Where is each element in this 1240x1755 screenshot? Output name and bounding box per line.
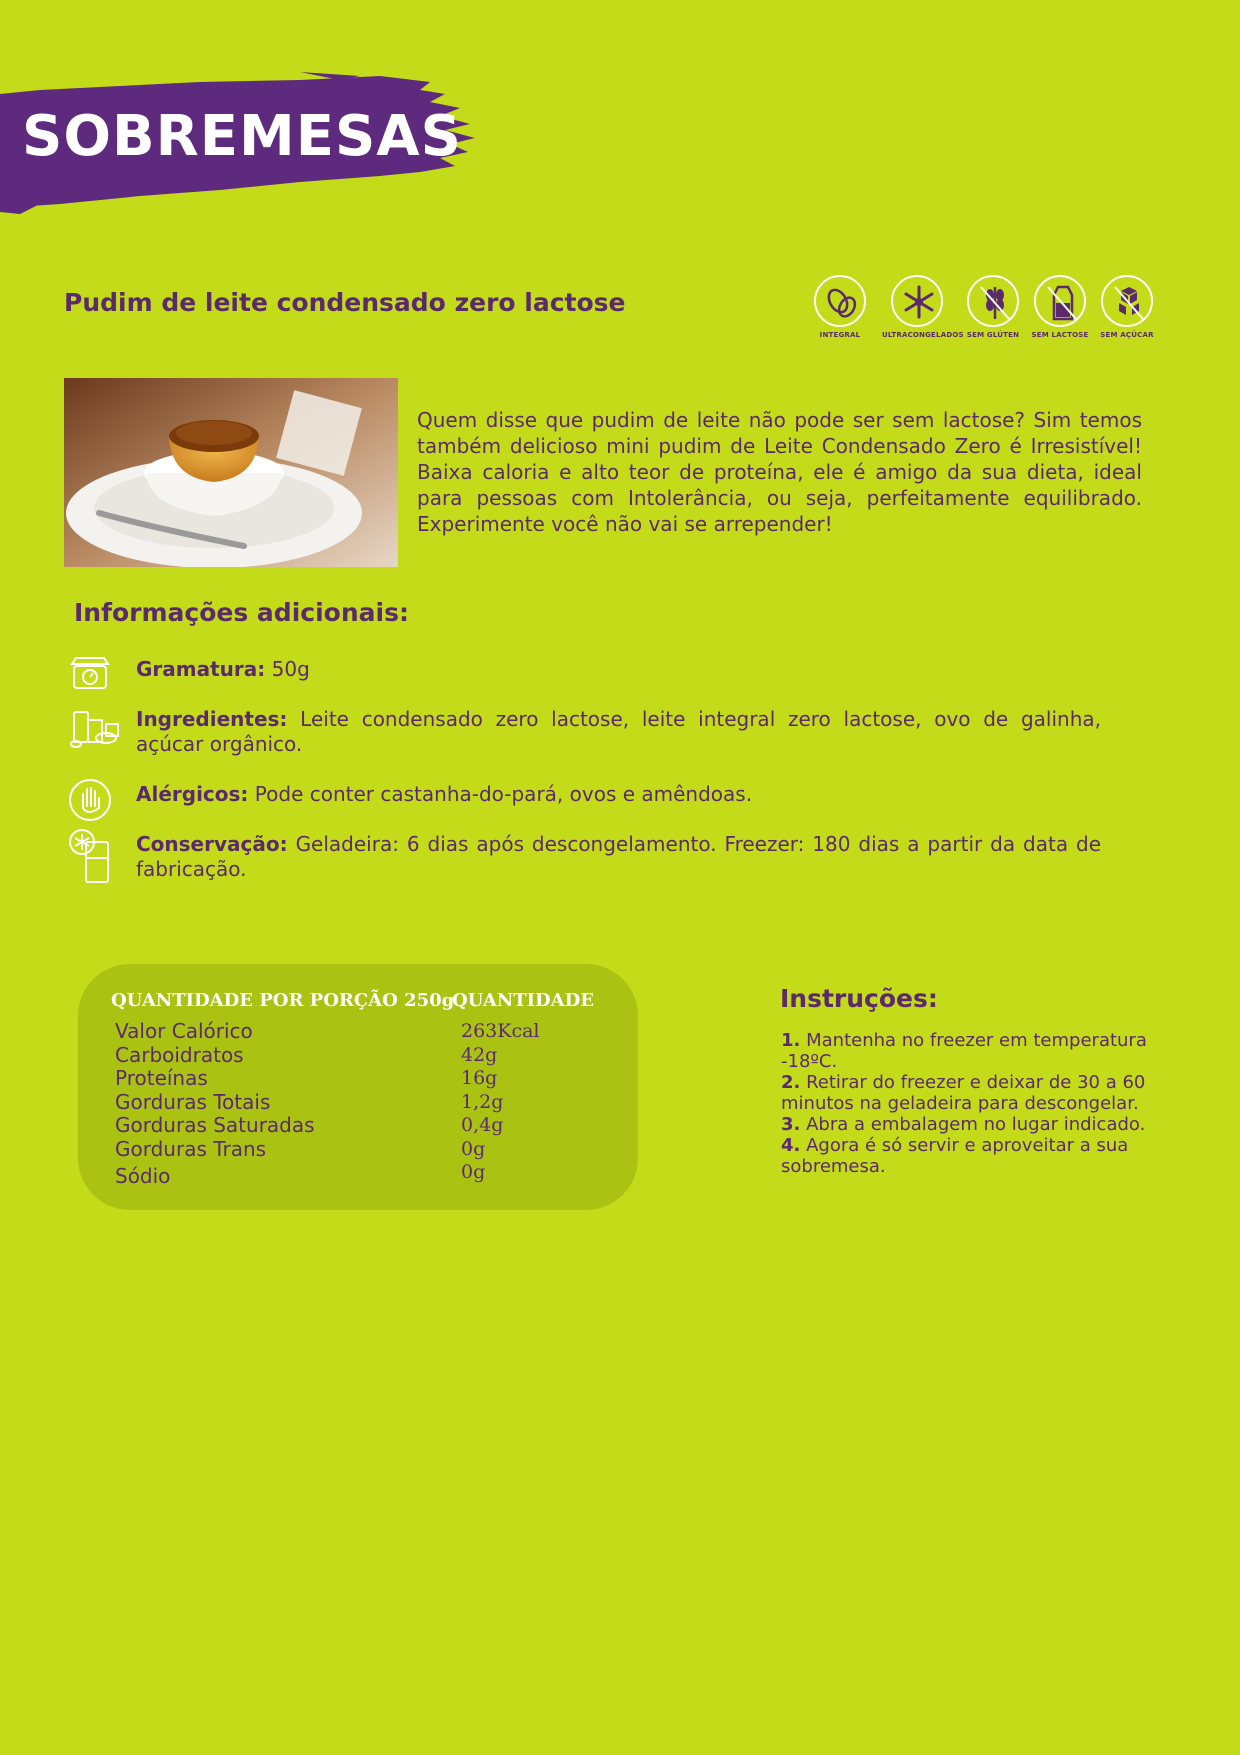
- info-row-alergicos: [136, 782, 1101, 807]
- info-value: 50g: [271, 657, 310, 681]
- nutrition-names-column: [115, 1020, 315, 1189]
- sugar-cubes-crossed-icon: [1101, 275, 1153, 327]
- info-label: Ingredientes:: [136, 707, 288, 731]
- nutrition-header-quantity: QUANTIDADE: [452, 990, 594, 1011]
- nutrient-value: 0g: [461, 1161, 486, 1183]
- info-value: Geladeira: 6 dias após descongelamento. Freezer: 180 dias a partir da data de fabricação.: [136, 832, 1102, 881]
- step-text: Mantenha no freezer em temperatura -18ºC.: [781, 1030, 1147, 1072]
- instructions-title: Instruções:: [780, 984, 938, 1013]
- nutrient-name: Proteínas: [115, 1066, 208, 1090]
- info-row-ingredientes: [136, 707, 1101, 757]
- badge-label: INTEGRAL: [819, 331, 861, 339]
- nutrient-name: Gorduras Trans: [115, 1136, 267, 1161]
- nutrient-value: 1,2g: [461, 1090, 504, 1113]
- peanut-icon: [814, 275, 866, 327]
- diet-badges: [805, 275, 1165, 355]
- nutrition-header-portion: QUANTIDADE POR PORÇÃO 250g: [111, 990, 455, 1011]
- section-banner: [0, 72, 480, 217]
- groceries-icon: [68, 708, 122, 752]
- info-value: Pode conter castanha-do-pará, ovos e amêndoas.: [254, 782, 753, 806]
- instruction-step: [781, 1072, 1151, 1114]
- step-number: 3.: [781, 1114, 801, 1135]
- badge-label: SEM LACTOSE: [1031, 331, 1089, 339]
- nutrient-value: 16g: [461, 1067, 498, 1089]
- nutrient-value: 42g: [461, 1043, 498, 1066]
- milk-carton-crossed-icon: [1034, 275, 1086, 327]
- instructions-list: [781, 1030, 1151, 1177]
- badge-label: SEM GLÚTEN: [966, 331, 1020, 339]
- info-row-conservacao: [136, 832, 1101, 882]
- badge-integral: [805, 275, 875, 339]
- snowflake-icon: [891, 275, 943, 327]
- step-number: 2.: [781, 1072, 801, 1093]
- additional-info-title: Informações adicionais:: [74, 598, 409, 627]
- fridge-icon: [68, 828, 114, 888]
- instruction-step: [781, 1030, 1151, 1072]
- wheat-crossed-icon: [967, 275, 1019, 327]
- instruction-step: [781, 1114, 1151, 1135]
- step-number: 4.: [781, 1135, 801, 1156]
- nutrient-name: Valor Calórico: [115, 1019, 253, 1043]
- section-title: SOBREMESAS: [22, 104, 462, 169]
- nutrient-value: 263Kcal: [461, 1020, 540, 1042]
- product-description: Quem disse que pudim de leite não pode ser sem lactose? Sim temos também delicioso mini pudim de Leite Condensado Zero é Irresistível! Baixa caloria e alto teor de proteína, ele é amigo da sua dieta, ideal para pessoas com Intolerância, ou seja, perfeitamente equilibrado. Experimente você não vai se arrepender!: [417, 408, 1142, 536]
- badge-sem-acucar: [1092, 275, 1162, 339]
- nutrient-name: Carboidratos: [115, 1042, 244, 1067]
- product-title: Pudim de leite condensado zero lactose: [64, 288, 626, 317]
- nutrient-name: Sódio: [115, 1164, 171, 1188]
- info-value: Leite condensado zero lactose, leite integral zero lactose, ovo de galinha, açúcar orgânico.: [136, 707, 1101, 756]
- instruction-step: [781, 1135, 1151, 1177]
- nutrition-table: [78, 964, 638, 1210]
- step-text: Agora é só servir e aproveitar a sua sobremesa.: [781, 1135, 1129, 1177]
- step-text: Retirar do freezer e deixar de 30 a 60 minutos na geladeira para descongelar.: [781, 1072, 1146, 1114]
- badge-label: SEM AÇÚCAR: [1100, 331, 1154, 339]
- nutrient-name: Gorduras Saturadas: [115, 1113, 315, 1137]
- step-text: Abra a embalagem no lugar indicado.: [800, 1114, 1146, 1135]
- nutrient-name: Gorduras Totais: [115, 1089, 271, 1114]
- hand-stop-icon: [68, 778, 112, 826]
- step-number: 1.: [781, 1030, 801, 1051]
- nutrition-values-column: [461, 1020, 540, 1185]
- nutrient-value: 0,4g: [461, 1114, 504, 1136]
- scale-icon: [68, 656, 112, 694]
- info-label: Conservação:: [136, 832, 288, 856]
- info-label: Gramatura:: [136, 657, 266, 681]
- info-row-gramatura: [136, 657, 1101, 682]
- badge-sem-lactose: [1025, 275, 1095, 339]
- badge-sem-gluten: [958, 275, 1028, 339]
- info-label: Alérgicos:: [136, 782, 249, 806]
- badge-ultracongelados: [882, 275, 964, 339]
- nutrient-value: 0g: [461, 1137, 486, 1160]
- badge-label: ULTRACONGELADOS: [882, 331, 964, 339]
- product-photo: [64, 378, 398, 567]
